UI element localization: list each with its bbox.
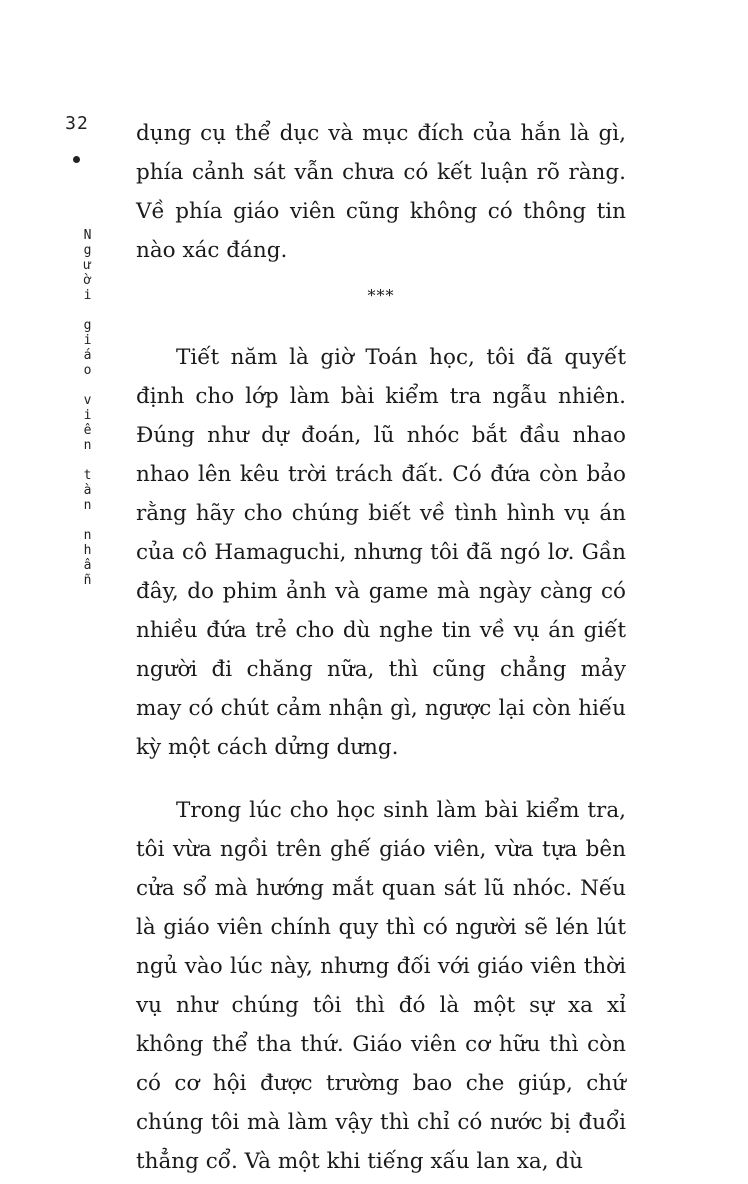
header-bullet-dot xyxy=(73,156,80,163)
page-number: 32 xyxy=(65,113,89,134)
section-separator: *** xyxy=(367,286,395,305)
body-text xyxy=(136,114,626,1181)
paragraph-2: Tiết năm là giờ Toán học, tôi đã quyết định cho lớp làm bài kiểm tra ngẫu nhiên. Đúng như dự đoán, lũ nhóc bắt đầu nhao nhao lên kêu trời trách đất. Có đứa còn bảo rằng hãy cho chúng biết về tình hình vụ án của cô Hamaguchi, nhưng tôi đã ngó lơ. Gần đây, do phim ảnh và game mà ngày càng có nhiều đứa trẻ cho dù nghe tin về vụ án giết người đi chăng nữa, thì cũng chẳng mảy may có chút cảm nhận gì, ngược lại còn hiếu kỳ một cách dửng dưng. xyxy=(136,345,626,760)
paragraph-1: dụng cụ thể dục và mục đích của hắn là gì, phía cảnh sát vẫn chưa có kết luận rõ ràng. Về phía giáo viên cũng không có thông tin nào xác đáng. xyxy=(136,121,626,263)
paragraph-gap xyxy=(136,767,626,791)
book-title-vertical: Người giáo viên tàn nhẫn xyxy=(80,228,95,588)
paragraph-3: Trong lúc cho học sinh làm bài kiểm tra, tôi vừa ngồi trên ghế giáo viên, vừa tựa bên cửa sổ mà hướng mắt quan sát lũ nhóc. Nếu là giáo viên chính quy thì có người sẽ lén lút ngủ vào lúc này, nhưng đối với giáo viên thời vụ như chúng tôi thì đó là một sự xa xỉ không thể tha thứ. Giáo viên cơ hữu thì còn có cơ hội được trường bao che giúp, chứ chúng tôi mà làm vậy thì chỉ có nước bị đuổi thẳng cổ. Và một khi tiếng xấu lan xa, dù xyxy=(136,798,626,1174)
running-header xyxy=(60,113,94,643)
